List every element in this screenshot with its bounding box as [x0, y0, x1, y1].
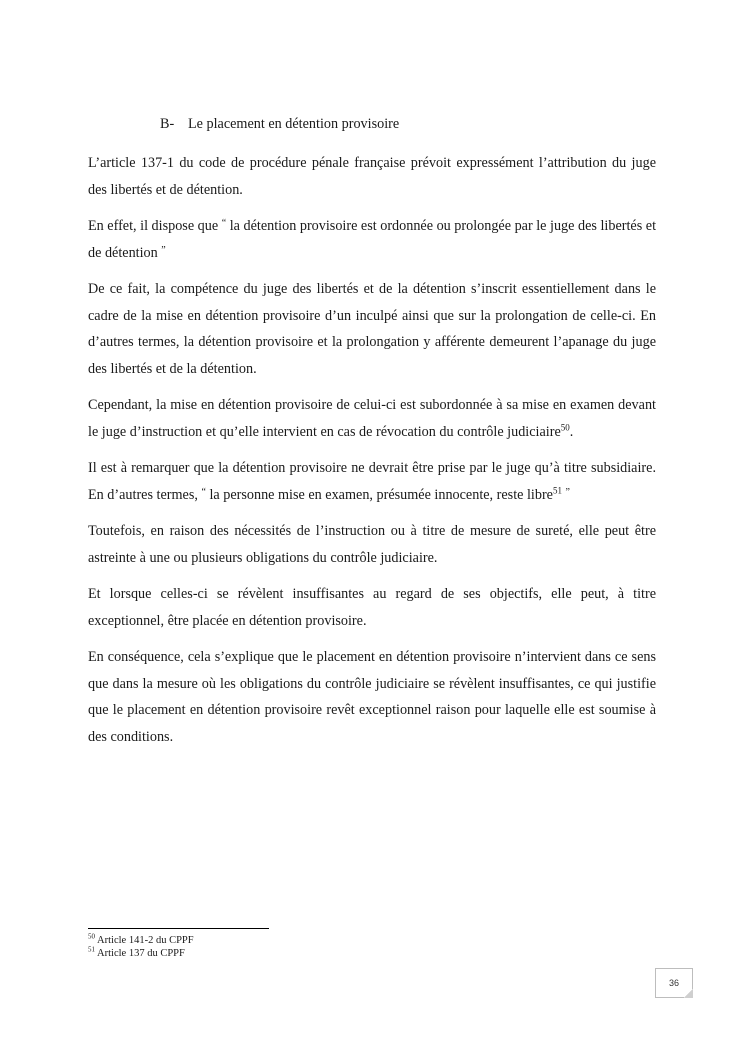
footnote-ref-51[interactable]: 51	[552, 484, 562, 495]
paragraph-2	[88, 213, 656, 266]
paragraph-2-quote: la détention provisoire est ordonnée ou prolongée par le juge des libertés et de détention	[88, 218, 657, 261]
footnote-item	[88, 934, 194, 947]
page-number-box	[655, 968, 693, 998]
section-marker: B-	[160, 116, 175, 132]
page-fold-corner	[684, 989, 693, 998]
footnote-text: Article 141-2 du CPPF	[95, 935, 194, 946]
footnote-separator	[88, 928, 269, 929]
footnote-ref-50[interactable]: 50	[560, 421, 570, 432]
close-quote-mark: ”	[161, 244, 166, 256]
paragraph-5	[88, 455, 656, 508]
paragraph-6: Toutefois, en raison des nécessités de l’instruction ou à titre de mesure de sureté, elle peut être astreinte à une ou plusieurs obligations du contrôle judiciaire.	[88, 523, 656, 566]
footnote-number: 50	[88, 932, 95, 941]
paragraph-1: L’article 137-1 du code de procédure pénale française prévoit expressément l’attribution du juge des libertés et de détention.	[88, 155, 656, 198]
paragraph-5-quote: la personne mise en examen, présumée innocente, reste libre	[205, 486, 553, 503]
paragraph-4-text: Cependant, la mise en détention provisoire de celui-ci est subordonnée à sa mise en examen devant le juge d’instruction et qu’elle intervient en cas de révocation du contrôle judiciaire	[88, 397, 656, 440]
page-number: 36	[668, 978, 679, 988]
close-quote-mark: ”	[565, 486, 570, 498]
paragraph-5-lead: Il est à remarquer que la détention provisoire ne devrait être prise par le juge qu’à titre subsidiaire. En d’autres termes,	[88, 460, 656, 503]
section-heading	[160, 116, 399, 133]
open-quote-mark: “	[221, 218, 227, 229]
footnote-item	[88, 947, 194, 960]
paragraph-3: De ce fait, la compétence du juge des libertés et de la détention s’inscrit essentiellement dans le cadre de la mise en détention provisoire d’un inculpé ainsi que sur la prolongation de celle-ci. En d’autres termes, la détention provisoire et la prolongation y afférente demeurent l’apanage du juge des libertés et de la détention.	[88, 281, 656, 377]
footnote-text: Article 137 du CPPF	[95, 948, 185, 959]
body-text	[88, 150, 656, 760]
footnotes	[88, 934, 194, 960]
footnote-number: 51	[88, 945, 95, 954]
paragraph-7: Et lorsque celles-ci se révèlent insuffisantes au regard de ses objectifs, elle peut, à titre exceptionnel, être placée en détention provisoire.	[88, 586, 656, 629]
paragraph-2-lead: En effet, il dispose que	[88, 218, 222, 234]
section-title: Le placement en détention provisoire	[188, 116, 400, 132]
open-quote-mark: “	[201, 486, 206, 498]
paragraph-4	[88, 392, 656, 445]
paragraph-8: En conséquence, cela s’explique que le placement en détention provisoire n’intervient dans ce sens que dans la mesure où les obligations du contrôle judiciaire se révèlent insuffisantes, ce qui justifie que le placement en détention provisoire revêt exceptionnel raison pour laquelle elle est soumise à des conditions.	[88, 649, 656, 745]
paragraph-4-end: .	[569, 423, 574, 440]
